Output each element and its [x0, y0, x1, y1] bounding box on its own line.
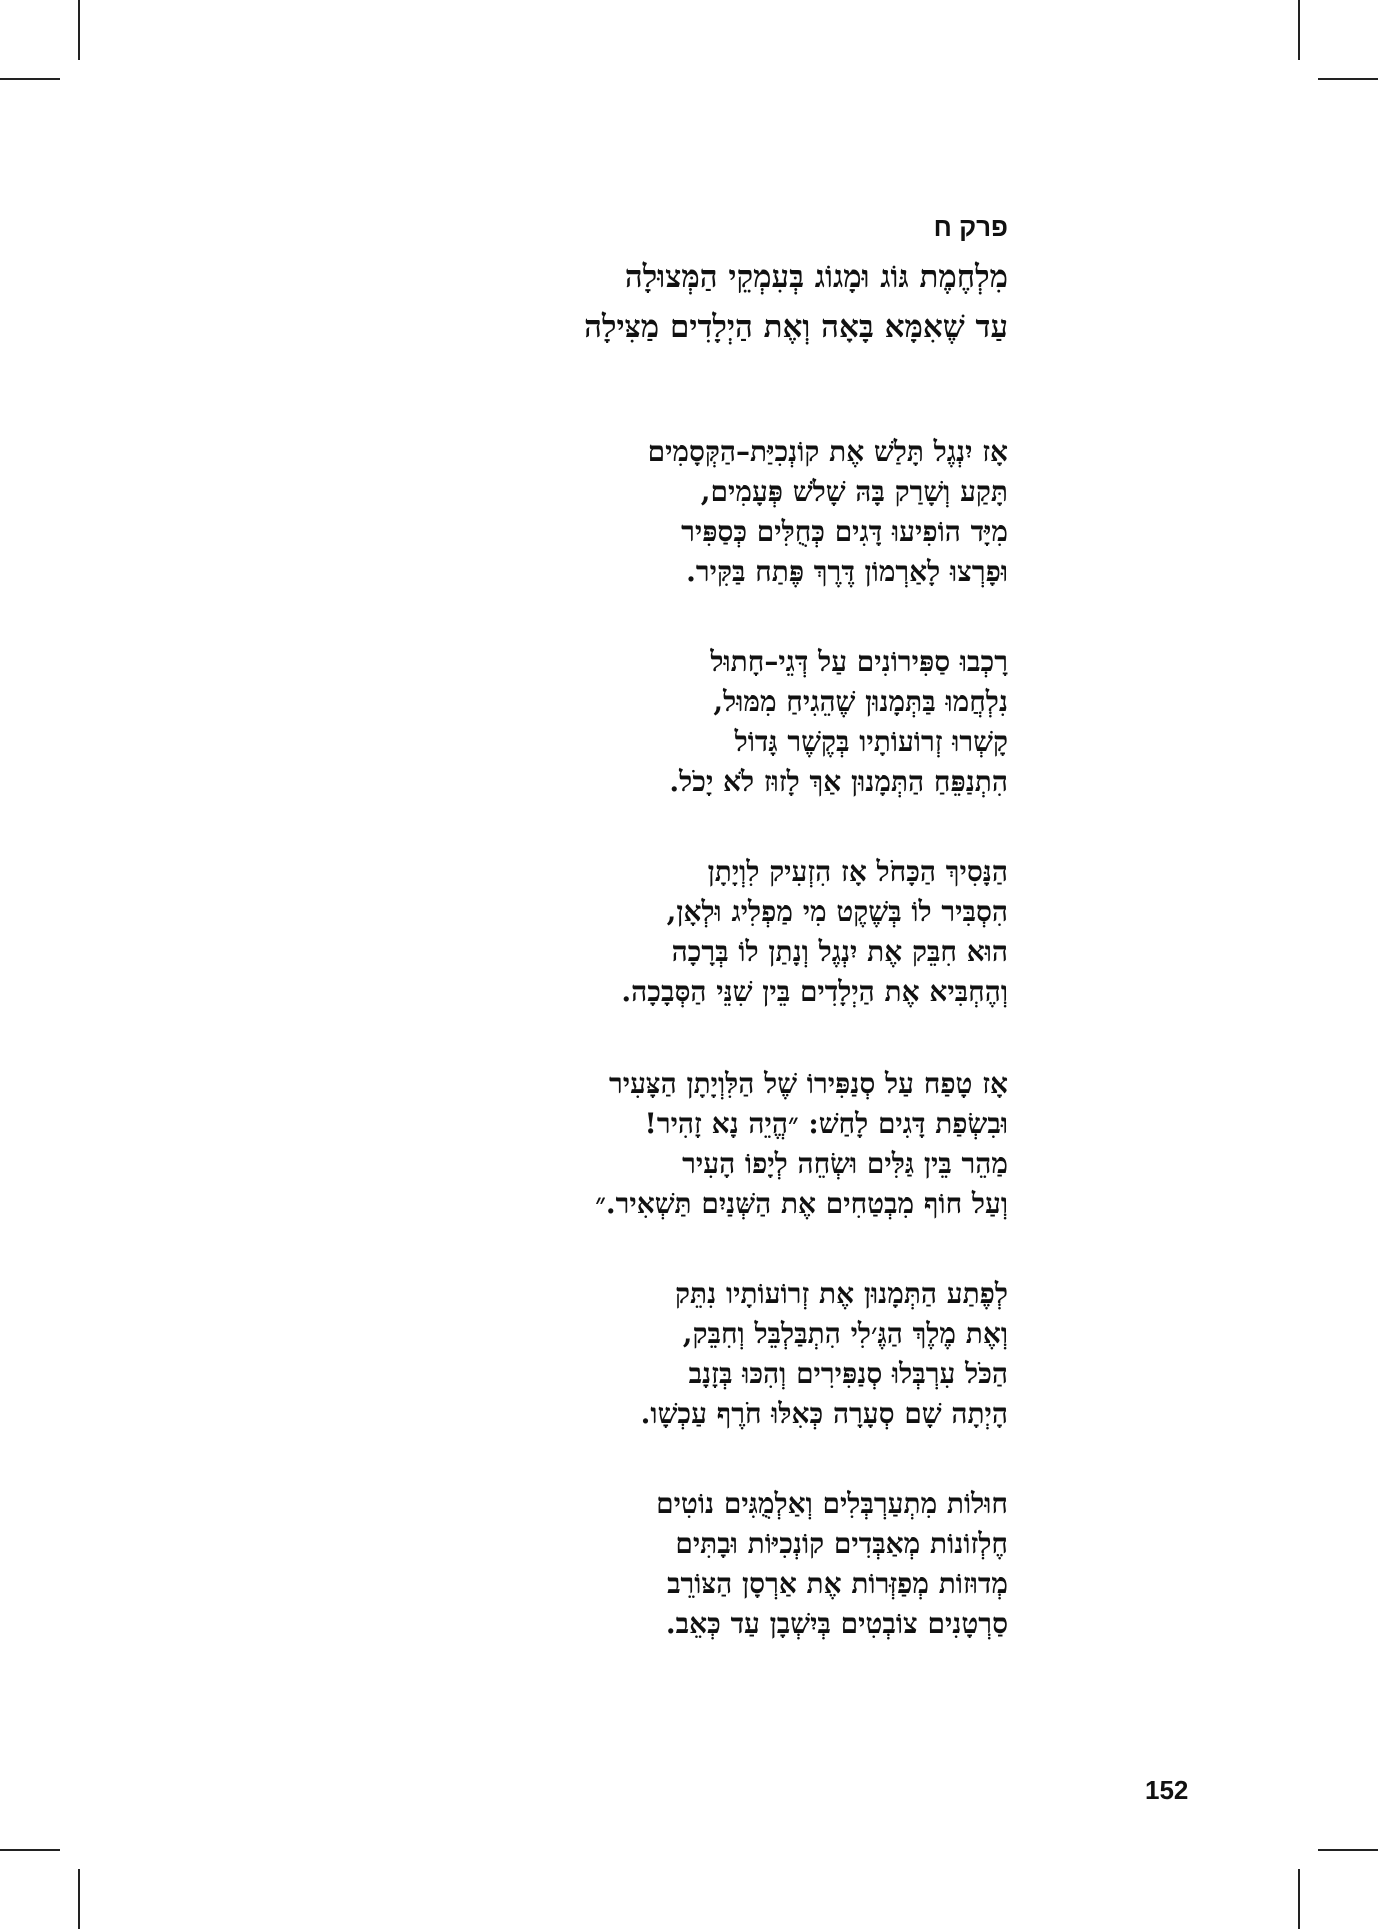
stanza-1	[648, 432, 1008, 592]
verse-line: אָז טָפַח עַל סְנַפִּירוֹ שֶׁל הַלִּוְיָתָן הַצָּעִיר	[608, 1067, 1008, 1100]
crop-mark	[1318, 78, 1378, 80]
verse-line: מַהֵר בֵּין גַּלִּים וּשְׂחֵה לְיָפוֹ הָעִיר	[682, 1147, 1008, 1180]
verse-line: רָכְבוּ סַפִּירוֹנִים עַל דְּגֵי–חָתוּל	[710, 645, 1008, 678]
crop-mark	[78, 1869, 80, 1929]
verse-line: וְאֶת מֶלֶךְ הַגֶּ׳לִי הִתְבַּלְבֵּל וְחִבֵּק,	[682, 1317, 1008, 1350]
verse-line: וּפָרְצוּ לָאַרְמוֹן דֶּרֶךְ פֶּתַח בַּקִּיר.	[686, 555, 1008, 588]
stanza-3	[621, 852, 1008, 1012]
heading-line: עַד שֶׁאִמָּא בָּאָה וְאֶת הַיְלָדִים מַצִּילָה	[584, 309, 1008, 345]
heading-line: מִלְחֶמֶת גּוֹג וּמָגוֹג בְּעִמְקֵי הַמְּצוּלָה	[624, 259, 1008, 295]
crop-mark	[78, 0, 80, 60]
verse-line: וְהֶחְבִּיא אֶת הַיְלָדִים בֵּין שִׁנֵּי הַסְּבָכָה.	[621, 975, 1008, 1008]
chapter-label: פרק ח	[933, 212, 1008, 242]
chapter-heading	[448, 252, 1008, 352]
verse-line: מִיָּד הוֹפִיעוּ דָּגִים כְּחֻלִּים כְּסַפִּיר	[681, 515, 1008, 548]
crop-mark	[1298, 1869, 1300, 1929]
verse-line: אָז יִנְגֶל תָּלַשׁ אֶת קוֹנְכִיַּת–הַקְּסָמִים	[647, 435, 1008, 468]
stanza-5	[641, 1274, 1008, 1434]
verse-line: וּבִשְׂפַת דָּגִים לָחַשׁ: ״הֱיֵה נָא זָהִיר!	[644, 1107, 1008, 1140]
crop-mark	[1298, 0, 1300, 60]
verse-line: הִתְנַפֵּחַ הַתְּמָנוּן אַךְ לָזוּז לֹא יָכֹל.	[669, 765, 1008, 798]
verse-line: הָיְתָה שָׁם סְעָרָה כְּאִלּוּ חֹרֶף עַכְשָׁו.	[640, 1397, 1008, 1430]
verse-line: הִסְבִּיר לוֹ בְּשֶׁקֶט מִי מַפְלִיג וּלְאָן,	[666, 895, 1008, 928]
verse-line: תָּקַע וְשָׁרַק בָּהּ שָׁלֹשׁ פְּעָמִים,	[700, 475, 1008, 508]
crop-mark	[0, 1849, 60, 1851]
page-number: 152	[1145, 1775, 1189, 1805]
verse-line: לְפֶתַע הַתְּמָנוּן אֶת זְרוֹעוֹתָיו נִתֵּק	[675, 1277, 1008, 1310]
verse-line: מְדוּזוֹת מְפַזְּרוֹת אֶת אַרְסָן הַצּוֹרֵב	[667, 1567, 1008, 1600]
crop-mark	[1318, 1849, 1378, 1851]
verse-line: נִלְחֲמוּ בַּתְּמָנוּן שֶׁהֵגִיחַ מִמּוּל,	[713, 685, 1008, 718]
crop-mark	[0, 78, 60, 80]
verse-line: חוּלוֹת מִתְעַרְבְּלִים וְאַלְמֻגִּים נוֹטִים	[656, 1487, 1008, 1520]
verse-line: סַרְטָנִים צוֹבְטִים בְּיִשְׁבָן עַד כְּאֵב.	[665, 1607, 1008, 1640]
verse-line: הַנָּסִיךְ הַכָּחֹל אָז הִזְעִיק לִוְיָתָן	[707, 855, 1008, 888]
verse-line: קָשְׁרוּ זְרוֹעוֹתָיו בְּקֶשֶׁר גָּדוֹל	[734, 725, 1008, 758]
stanza-6	[656, 1484, 1008, 1644]
verse-line: חֶלְזוֹנוֹת מְאַבְּדִים קוֹנְכִיּוֹת וּבָתִּים	[675, 1527, 1008, 1560]
stanza-4	[595, 1064, 1008, 1224]
verse-line: וְעַל חוֹף מִבְטַחִים אֶת הַשְּׁנַיִם תַּשְׁאִיר.״	[595, 1187, 1008, 1220]
stanza-2	[669, 642, 1008, 802]
verse-line: הַכֹּל עִרְבְּלוּ סְנַפִּירִים וְהִכּוּ בְּזָנָב	[688, 1357, 1008, 1390]
verse-line: הוּא חִבֵּק אֶת יִנְגֶל וְנָתַן לוֹ בְּרָכָה	[671, 935, 1008, 968]
